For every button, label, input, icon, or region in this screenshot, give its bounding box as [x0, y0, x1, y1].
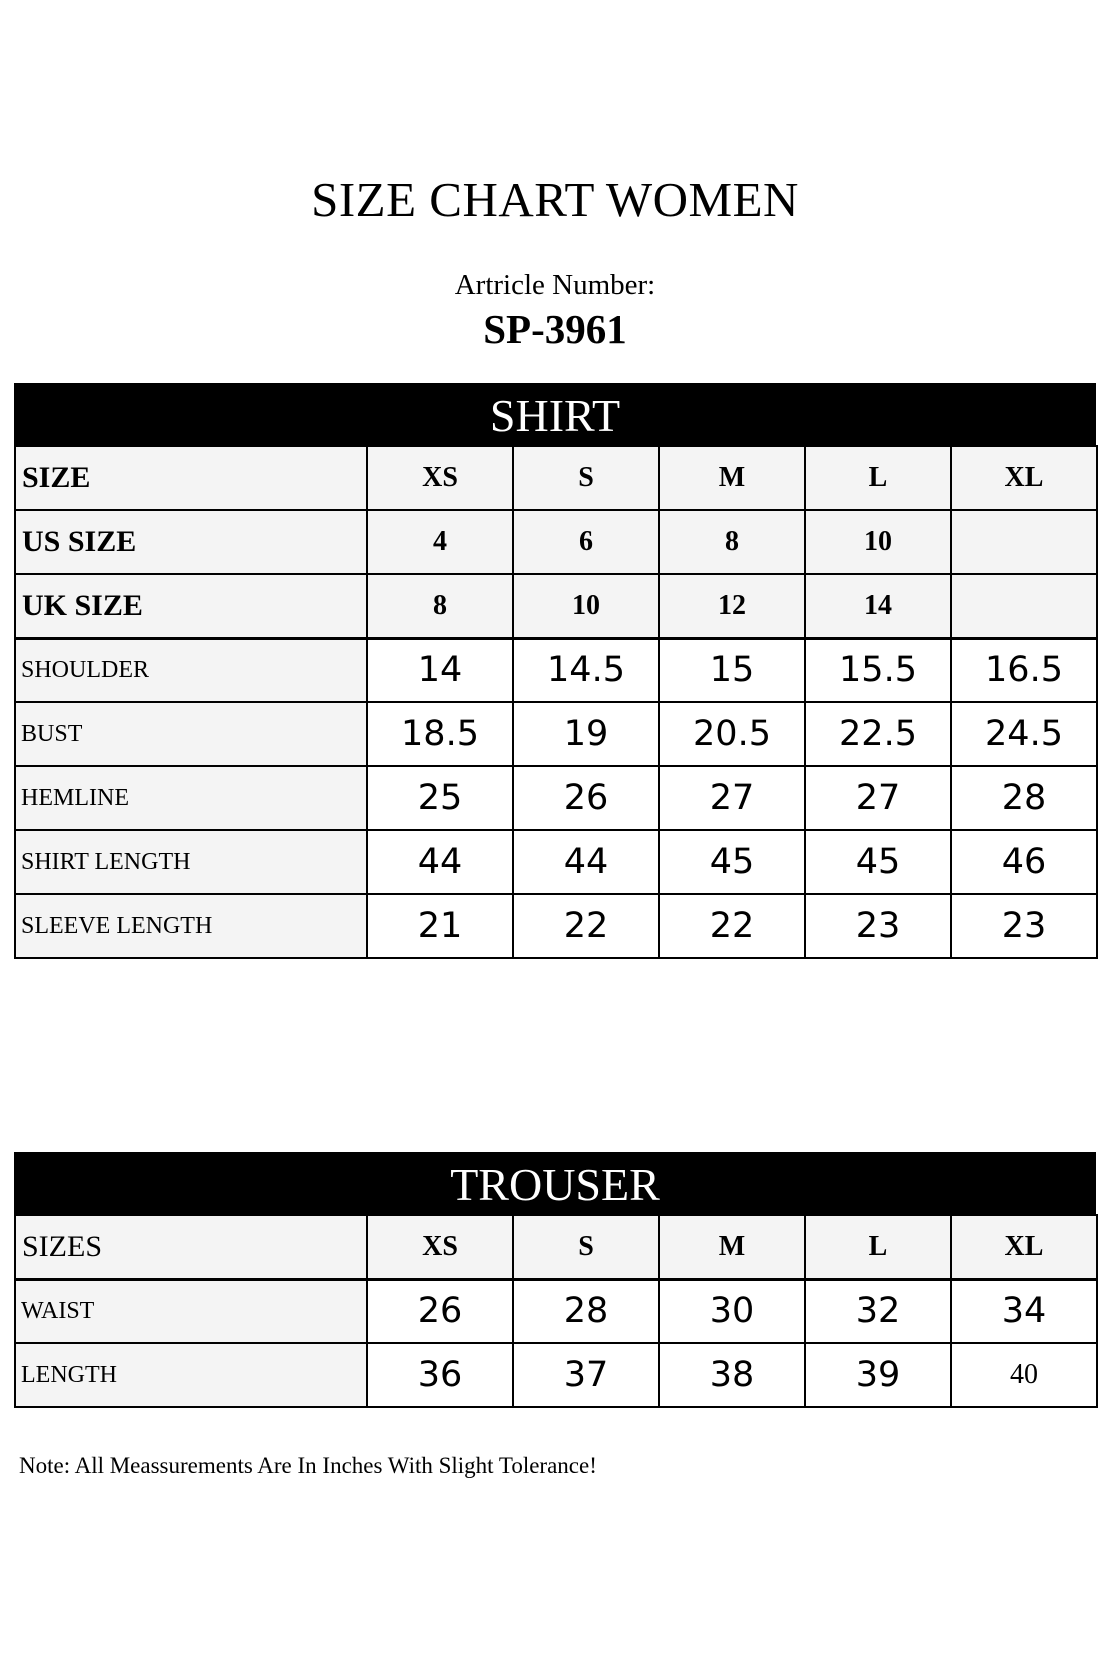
us-size-cell	[951, 510, 1097, 574]
size-xs: XS	[367, 1215, 513, 1279]
us-size-cell: 8	[659, 510, 805, 574]
measurement-cell: 45	[805, 830, 951, 894]
measurement-cell: 39	[805, 1343, 951, 1407]
size-s: S	[513, 446, 659, 510]
table-row	[15, 1343, 1097, 1407]
measurement-cell: 44	[367, 830, 513, 894]
measurement-label: SHIRT LENGTH	[15, 830, 367, 894]
uk-size-cell: 10	[513, 574, 659, 638]
table-row	[15, 638, 1097, 702]
size-l: L	[805, 1215, 951, 1279]
measurement-cell: 30	[659, 1279, 805, 1343]
size-m: M	[659, 1215, 805, 1279]
measurement-cell: 32	[805, 1279, 951, 1343]
trouser-size-section	[14, 1152, 1096, 1408]
measurement-cell: 20.5	[659, 702, 805, 766]
measurement-cell: 16.5	[951, 638, 1097, 702]
size-xl: XL	[951, 1215, 1097, 1279]
measurement-cell: 14.5	[513, 638, 659, 702]
measurement-cell: 26	[367, 1279, 513, 1343]
measurement-label: SLEEVE LENGTH	[15, 894, 367, 958]
measurement-label: HEMLINE	[15, 766, 367, 830]
us-size-label: US SIZE	[15, 510, 367, 574]
measurement-cell: 23	[805, 894, 951, 958]
table-row	[15, 574, 1097, 638]
table-row	[15, 830, 1097, 894]
measurement-cell: 37	[513, 1343, 659, 1407]
measurement-cell: 18.5	[367, 702, 513, 766]
trouser-size-table	[14, 1214, 1098, 1408]
measurement-cell: 15.5	[805, 638, 951, 702]
measurement-label: WAIST	[15, 1279, 367, 1343]
article-number: SP-3961	[483, 306, 627, 352]
shirt-title: SHIRT	[14, 383, 1096, 445]
size-l: L	[805, 446, 951, 510]
table-row	[15, 766, 1097, 830]
measurement-label: BUST	[15, 702, 367, 766]
uk-size-cell: 14	[805, 574, 951, 638]
us-size-cell: 4	[367, 510, 513, 574]
us-size-cell: 10	[805, 510, 951, 574]
uk-size-cell	[951, 574, 1097, 638]
measurement-cell: 21	[367, 894, 513, 958]
measurement-cell: 26	[513, 766, 659, 830]
measurement-cell: 27	[659, 766, 805, 830]
size-m: M	[659, 446, 805, 510]
us-size-cell: 6	[513, 510, 659, 574]
article-number-label: Artricle Number:	[454, 269, 656, 301]
sizes-row-label: SIZES	[15, 1215, 367, 1279]
measurement-cell: 28	[513, 1279, 659, 1343]
measurement-cell: 34	[951, 1279, 1097, 1343]
size-s: S	[513, 1215, 659, 1279]
measurement-cell: 22	[513, 894, 659, 958]
measurement-label: SHOULDER	[15, 638, 367, 702]
measurement-cell: 38	[659, 1343, 805, 1407]
shirt-size-section	[14, 383, 1096, 959]
measurement-cell: 14	[367, 638, 513, 702]
table-row	[15, 702, 1097, 766]
measurement-cell: 15	[659, 638, 805, 702]
measurement-cell: 24.5	[951, 702, 1097, 766]
measurement-cell: 22.5	[805, 702, 951, 766]
trouser-title: TROUSER	[14, 1152, 1096, 1214]
measurement-cell: 27	[805, 766, 951, 830]
measurement-note: Note: All Meassurements Are In Inches With Slight Tolerance!	[19, 1453, 597, 1478]
measurement-cell: 46	[951, 830, 1097, 894]
uk-size-label: UK SIZE	[15, 574, 367, 638]
measurement-cell: 44	[513, 830, 659, 894]
table-row	[15, 894, 1097, 958]
shirt-size-table	[14, 445, 1098, 959]
measurement-cell: 22	[659, 894, 805, 958]
uk-size-cell: 12	[659, 574, 805, 638]
table-row	[15, 446, 1097, 510]
table-row	[15, 510, 1097, 574]
measurement-cell: 25	[367, 766, 513, 830]
table-row	[15, 1215, 1097, 1279]
page-title: SIZE CHART WOMEN	[311, 172, 799, 227]
size-xs: XS	[367, 446, 513, 510]
table-row	[15, 1279, 1097, 1343]
measurement-cell: 23	[951, 894, 1097, 958]
measurement-cell: 28	[951, 766, 1097, 830]
measurement-cell: 40	[951, 1343, 1097, 1407]
uk-size-cell: 8	[367, 574, 513, 638]
measurement-label: LENGTH	[15, 1343, 367, 1407]
measurement-cell: 19	[513, 702, 659, 766]
size-xl: XL	[951, 446, 1097, 510]
size-row-label: SIZE	[15, 446, 367, 510]
measurement-cell: 45	[659, 830, 805, 894]
measurement-cell: 36	[367, 1343, 513, 1407]
